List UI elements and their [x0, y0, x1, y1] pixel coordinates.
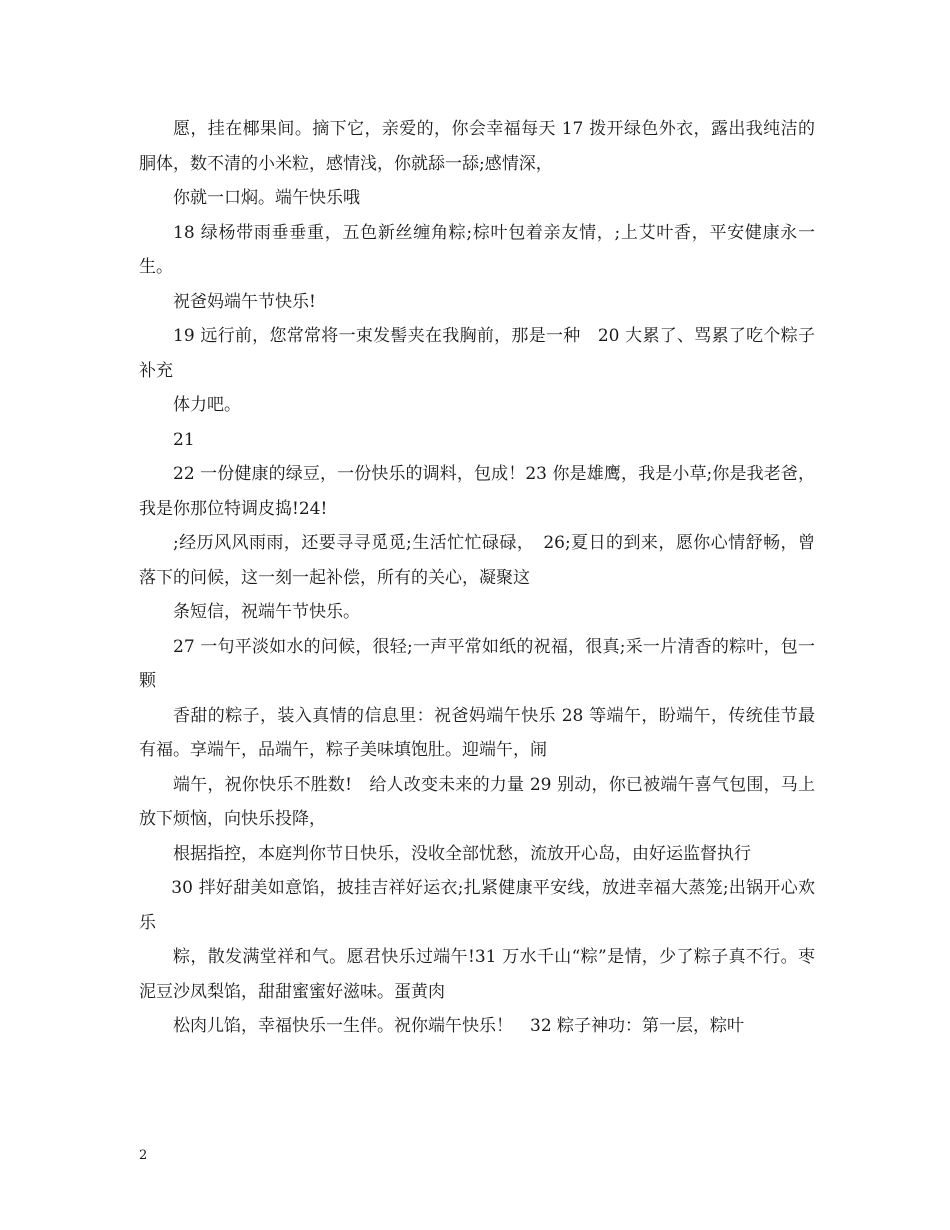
paragraph: 粽，散发满堂祥和气。愿君快乐过端午!31 万水千山“粽”是情，少了粽子真不行。枣泥豆沙凤梨馅，甜甜蜜蜜好滋味。蛋黄肉	[139, 947, 815, 1002]
paragraph: 27 一句平淡如水的问候，很轻;一声平常如纸的祝福，很真;采一片清香的粽叶，包一颗	[139, 636, 815, 691]
paragraph: 19 远行前，您常常将一束发髻夹在我胸前，那是一种 20 大累了、骂累了吃个粽子补充	[139, 326, 815, 381]
paragraph: 体力吧。	[173, 395, 241, 415]
paragraph: 你就一口焖。端午快乐哦	[173, 188, 360, 208]
paragraph: 祝爸妈端午节快乐!	[173, 291, 316, 312]
paragraph: ;经历风风雨雨，还要寻寻觅觅;生活忙忙碌碌， 26;夏日的到来，愿你心情舒畅，曾落下的问候，这一刻一起补偿，所有的关心，凝聚这	[139, 533, 815, 588]
paragraph: 条短信，祝端午节快乐。	[173, 602, 360, 622]
paragraph: 22 一份健康的绿豆，一份快乐的调料，包成！23 你是雄鹰，我是小草;你是我老爸，我是你那位特调皮捣!24!	[139, 464, 815, 519]
paragraph: 端午，祝你快乐不胜数! 给人改变未来的力量 29 别动，你已被端午喜气包围，马上放下烦恼，向快乐投降，	[139, 774, 815, 829]
paragraph: 根据指控，本庭判你节日快乐，没收全部忧愁，流放开心岛，由好运监督执行	[173, 843, 751, 864]
paragraph: 21	[173, 429, 195, 450]
paragraph: 30 拌好甜美如意馅，披挂吉祥好运衣;扎紧健康平安线，放进幸福大蒸笼;出锅开心欢乐	[139, 878, 815, 933]
paragraph: 愿，挂在椰果间。摘下它，亲爱的，你会幸福每天 17 拨开绿色外衣，露出我纯洁的胴体，数不清的小米粒，感情浅，你就舔一舔;感情深，	[139, 119, 815, 174]
paragraph: 松肉儿馅，幸福快乐一生伴。祝你端午快乐！ 32 粽子神功：第一层，粽叶	[173, 1016, 745, 1036]
page-number: 2	[139, 1148, 148, 1163]
body-text	[139, 112, 815, 1044]
paragraph: 18 绿杨带雨垂垂重，五色新丝缠角粽;棕叶包着亲友情，;上艾叶香，平安健康永一生。	[139, 222, 815, 277]
paragraph: 香甜的粽子，装入真情的信息里：祝爸妈端午快乐 28 等端午，盼端午，传统佳节最有福。享端午，品端午，粽子美味填饱肚。迎端午，闹	[139, 705, 815, 760]
